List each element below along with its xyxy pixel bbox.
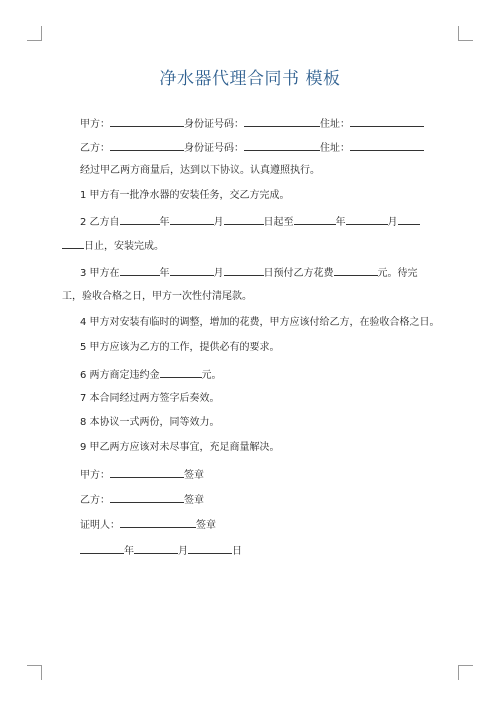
clause-8: 8 本协议一式两份，同等效力。 (80, 417, 220, 428)
page-title: 净水器代理合同书 模板 (159, 69, 341, 89)
clause-3-cont: 工，验收合格之日，甲方一次性付清尾款。 (62, 291, 252, 302)
crop-mark-top-left (27, 26, 42, 41)
clause-6: 6 两方商定违约金 元。 (80, 367, 222, 383)
clause-1: 1 甲方有一批净水器的安装任务，交乙方完成。 (80, 190, 290, 201)
clause-2-cont: 日止，安装完成。 (62, 238, 164, 254)
clause-4: 4 甲方对安装有临时的调整，增加的花费，甲方应该付给乙方，在验收合格之日。 (80, 317, 440, 328)
party-b-line: 乙方： 身份证号码： 住址： (80, 140, 424, 156)
signature-witness: 证明人： 签章 (80, 517, 216, 533)
crop-mark-bottom-right (458, 665, 473, 680)
signature-party-a: 甲方： 签章 (80, 467, 204, 483)
clause-7: 7 本合同经过两方签字后奏效。 (80, 393, 220, 404)
clause-9: 9 甲乙两方应该对未尽事宜，充足商量解决。 (80, 442, 280, 453)
intro-text: 经过甲乙两方商量后，达到以下协议。认真遵照执行。 (80, 165, 320, 176)
signature-party-b: 乙方： 签章 (80, 492, 204, 508)
clause-5: 5 甲方应该为乙方的工作，提供必有的要求。 (80, 342, 280, 353)
date-line: 年 月 日 (80, 543, 242, 559)
crop-mark-bottom-left (27, 665, 42, 680)
clause-3: 3 甲方在 年 月 日预付乙方花费 元。待完 (80, 265, 418, 281)
crop-mark-top-right (458, 26, 473, 41)
party-a-line: 甲方： 身份证号码： 住址： (80, 116, 424, 132)
clause-2: 2 乙方自 年 月 日起至 年 月 (80, 214, 420, 230)
